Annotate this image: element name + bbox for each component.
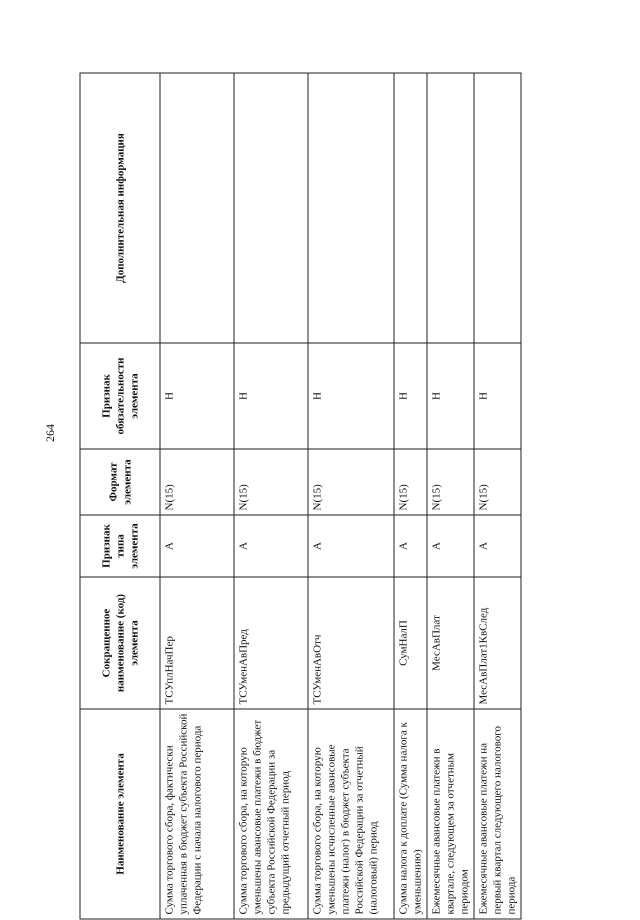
cell-name: Ежемесячные авансовые платежи на первый квартал следующего налогового периода [474, 709, 521, 919]
header-name: Наименование элемента [80, 709, 160, 919]
cell-name: Сумма торгового сбора, на которую уменьшены исчисленные авансовые платежи (налог) в бюджет субъекта Российской Федерации за отчетный (налоговый) период [308, 709, 394, 919]
cell-name: Сумма налога к доплате (Сумма налога к уменьшению) [394, 709, 427, 919]
cell-type: А [160, 515, 234, 577]
cell-name: Ежемесячные авансовые платежи в квартале, следующем за отчетным периодом [427, 709, 474, 919]
cell-format: N(15) [160, 449, 234, 515]
cell-required: Н [474, 343, 521, 449]
cell-info [474, 73, 521, 343]
cell-required: Н [308, 343, 394, 449]
cell-code: ТСУменАвПред [234, 577, 308, 709]
table-row [394, 73, 427, 919]
table-row [234, 73, 308, 919]
cell-format: N(15) [394, 449, 427, 515]
table-row [474, 73, 521, 919]
header-required: Признак обязательности элемента [80, 343, 160, 449]
header-code: Сокращенное наименование (код) элемента [80, 577, 160, 709]
cell-info [234, 73, 308, 343]
header-type: Признак типа элемента [80, 515, 160, 577]
cell-required: Н [234, 343, 308, 449]
cell-type: А [394, 515, 427, 577]
cell-code: МесАвПлат1КвСлед [474, 577, 521, 709]
table-row [308, 73, 394, 919]
cell-code: ТСУплНачПер [160, 577, 234, 709]
elements-table [80, 73, 522, 920]
table-row [427, 73, 474, 919]
rotated-table-container [100, 32, 518, 915]
cell-info [394, 73, 427, 343]
cell-type: А [234, 515, 308, 577]
header-info: Дополнительная информация [80, 73, 160, 343]
cell-info [160, 73, 234, 343]
page-number: 264 [43, 424, 57, 442]
cell-format: N(15) [234, 449, 308, 515]
cell-name: Сумма торгового сбора, на которую уменьшены авансовые платежи в бюджет субъекта Российской Федерации за предыдущий отчетный период [234, 709, 308, 919]
cell-info [427, 73, 474, 343]
cell-required: Н [160, 343, 234, 449]
cell-type: А [474, 515, 521, 577]
header-format: Формат элемента [80, 449, 160, 515]
cell-format: N(15) [427, 449, 474, 515]
table-row [160, 73, 234, 919]
cell-code: ТСУменАвОтч [308, 577, 394, 709]
cell-required: Н [394, 343, 427, 449]
cell-format: N(15) [308, 449, 394, 515]
cell-code: СумНалП [394, 577, 427, 709]
cell-code: МесАвПлат [427, 577, 474, 709]
table-header-row [80, 73, 160, 919]
cell-format: N(15) [474, 449, 521, 515]
cell-name: Сумма торгового сбора, фактически уплаченная в бюджет субъекта Российской Федерации с начала налогового периода [160, 709, 234, 919]
cell-info [308, 73, 394, 343]
cell-type: А [308, 515, 394, 577]
cell-type: А [427, 515, 474, 577]
cell-required: Н [427, 343, 474, 449]
